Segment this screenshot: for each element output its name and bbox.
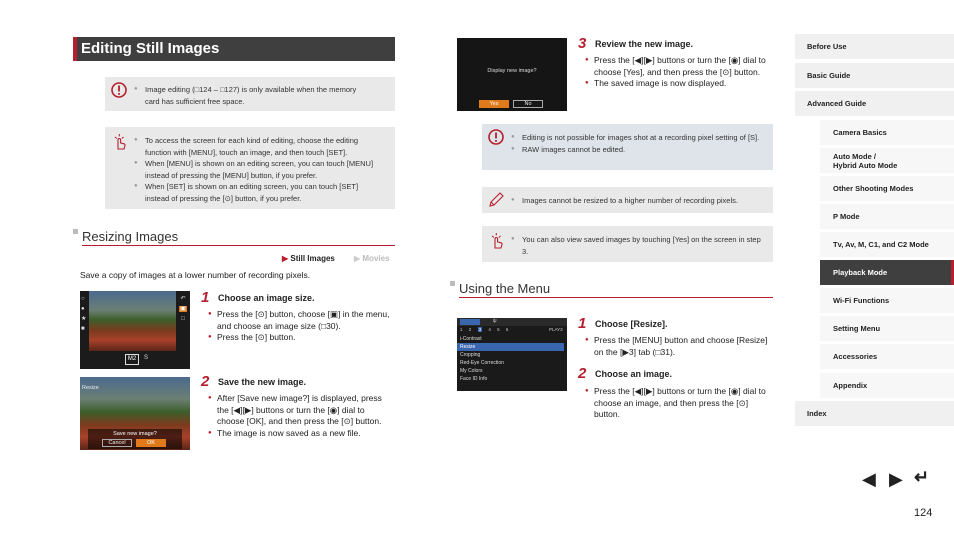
step-bullet: ● The image is now saved as a new file. bbox=[208, 428, 393, 440]
memo-text: ● Images cannot be resized to a higher number of recording pixels. bbox=[511, 195, 766, 207]
step-title: Save the new image. bbox=[218, 377, 307, 387]
menu-subtabs: 1 2 3 4 5 6 bbox=[460, 327, 509, 332]
step-bullet: ● After [Save new image?] is displayed, press the [◀][▶] buttons or turn the [◉] dial to choose [OK], and then press the [⊙] button. bbox=[208, 393, 393, 428]
sidebar-item[interactable]: Tv, Av, M, C1, and C2 Mode bbox=[820, 232, 954, 257]
menu-icons-right: ↶ ▣ □ bbox=[180, 296, 186, 322]
no-button[interactable]: No bbox=[513, 100, 543, 108]
sidebar-item[interactable]: Camera Basics bbox=[820, 120, 954, 145]
step-title: Review the new image. bbox=[595, 39, 694, 49]
caution-text: ● RAW images cannot be edited. bbox=[511, 144, 766, 156]
step-number: 1 bbox=[201, 289, 210, 306]
sidebar-item[interactable]: Basic Guide bbox=[795, 63, 954, 88]
ok-button[interactable]: OK bbox=[136, 439, 166, 447]
menu-tab-bar bbox=[457, 318, 567, 326]
sidebar-item[interactable]: Before Use bbox=[795, 34, 954, 59]
step-body bbox=[585, 386, 773, 421]
step-title: Choose [Resize]. bbox=[595, 319, 668, 329]
display-prompt: Display new image? bbox=[487, 68, 537, 74]
step-bullet: ● Press the [◀][▶] buttons or turn the [◉] dial to choose an image, and then press the [⊙] button. bbox=[585, 386, 773, 421]
step-bullet: ● The saved image is now displayed. bbox=[585, 78, 773, 90]
step-number: 1 bbox=[578, 315, 587, 332]
menu-item-list bbox=[460, 335, 564, 383]
resize-header: Resize bbox=[82, 385, 99, 391]
caution-text: ● Image editing (□124 – □127) is only available when the memory card has sufficient free space. bbox=[134, 84, 366, 107]
step-title: Choose an image size. bbox=[218, 293, 315, 303]
menu-item[interactable]: My Colors bbox=[460, 368, 483, 374]
section-heading-resizing bbox=[82, 229, 395, 246]
step-title: Choose an image. bbox=[595, 369, 673, 379]
sidebar-item[interactable]: Other Shooting Modes bbox=[820, 176, 954, 201]
step-number: 2 bbox=[578, 365, 587, 382]
wifi-tab-icon: ψ bbox=[493, 318, 497, 324]
menu-item[interactable]: Cropping bbox=[460, 352, 481, 358]
prev-page-button[interactable]: ◀ bbox=[862, 469, 876, 489]
sidebar-item[interactable]: Advanced Guide bbox=[795, 91, 954, 116]
sidebar-item[interactable]: P Mode bbox=[820, 204, 954, 229]
section-heading-using-menu bbox=[459, 281, 773, 298]
sidebar-item[interactable]: Appendix bbox=[820, 373, 954, 398]
caution-note bbox=[482, 124, 773, 170]
sidebar-item[interactable]: Setting Menu bbox=[820, 316, 954, 341]
step-body bbox=[585, 335, 773, 358]
step-body bbox=[208, 309, 393, 344]
size-option-s: S bbox=[144, 355, 149, 361]
play-tab-icon bbox=[460, 319, 480, 325]
mode-tag-still-images: ▶ Still Images bbox=[282, 254, 335, 263]
sidebar-item[interactable]: Index bbox=[795, 401, 954, 426]
tip-text: ● You can also view saved images by touching [Yes] on the screen in step 3. bbox=[511, 234, 766, 257]
caution-icon bbox=[488, 129, 504, 145]
page-title: Editing Still Images bbox=[73, 37, 395, 61]
sidebar-item[interactable]: Playback Mode bbox=[820, 260, 954, 285]
step-bullet: ● Press the [⊙] button. bbox=[208, 332, 393, 344]
menu-item[interactable]: Red-Eye Correction bbox=[460, 360, 504, 366]
camera-screen-display-prompt bbox=[457, 38, 567, 111]
section-title: Using the Menu bbox=[459, 281, 551, 296]
section-intro: Save a copy of images at a lower number of recording pixels. bbox=[80, 270, 311, 280]
step-number: 2 bbox=[201, 373, 210, 390]
tip-item: ● To access the screen for each kind of editing, choose the editing function with [MENU], touch an image, and then touch [SET]. bbox=[134, 135, 384, 158]
sidebar-item[interactable]: Accessories bbox=[820, 344, 954, 369]
caution-icon bbox=[111, 82, 127, 98]
dialog-prompt: Save new image? bbox=[113, 431, 157, 437]
tip-note bbox=[482, 226, 773, 262]
menu-item-selected[interactable]: Resize bbox=[457, 343, 564, 351]
menu-item[interactable]: i-Contrast bbox=[460, 336, 482, 342]
triangle-icon: ▶ bbox=[354, 254, 361, 263]
tip-item: ● When [SET] is shown on an editing screen, you can touch [SET] instead of pressing the [⊙] button, if you prefer. bbox=[134, 181, 384, 204]
camera-screen-save-prompt bbox=[80, 377, 190, 450]
size-option-highlight: M2 bbox=[125, 354, 139, 365]
sidebar-item[interactable]: Auto Mode / Hybrid Auto Mode bbox=[820, 148, 954, 173]
caution-text: ● Editing is not possible for images shot at a recording pixel setting of [S]. bbox=[511, 132, 766, 144]
cancel-button[interactable]: Cancel bbox=[102, 439, 132, 447]
step-bullet: ● Press the [⊙] button, choose [▣] in the menu, and choose an image size (□30). bbox=[208, 309, 393, 332]
yes-button[interactable]: Yes bbox=[479, 100, 509, 108]
camera-screen-size-select bbox=[80, 291, 190, 369]
step-number: 3 bbox=[578, 35, 587, 52]
step-body bbox=[585, 55, 773, 90]
step-bullet: ● Press the [◀][▶] buttons or turn the [◉] dial to choose [Yes], and then press the [⊙] button. bbox=[585, 55, 773, 78]
sidebar-item[interactable]: Wi-Fi Functions bbox=[820, 288, 954, 313]
camera-menu-screen bbox=[457, 318, 567, 391]
menu-tab-label: PLAY3 bbox=[549, 327, 563, 332]
section-title: Resizing Images bbox=[82, 229, 179, 244]
step-bullet: ● Press the [MENU] button and choose [Resize] on the [▶3] tab (□31). bbox=[585, 335, 773, 358]
step-body bbox=[208, 393, 393, 439]
menu-item[interactable]: Face ID Info bbox=[460, 376, 488, 382]
touch-hand-icon bbox=[489, 232, 505, 250]
memo-note bbox=[482, 187, 773, 213]
tips-note bbox=[105, 127, 395, 209]
tip-item: ● When [MENU] is shown on an editing screen, you can touch [MENU] instead of pressing the [MENU] button, if you prefer. bbox=[134, 158, 384, 181]
mode-tag-movies: ▶ Movies bbox=[354, 254, 390, 263]
pencil-icon bbox=[487, 191, 505, 209]
back-button[interactable]: ↵ bbox=[914, 467, 930, 487]
page-number: 124 bbox=[914, 507, 933, 519]
next-page-button[interactable]: ▶ bbox=[889, 469, 903, 489]
caution-note bbox=[105, 77, 395, 111]
menu-icons-left: ○ ● ★ ■ bbox=[81, 296, 87, 332]
triangle-icon: ▶ bbox=[282, 254, 289, 263]
touch-hand-icon bbox=[112, 133, 128, 151]
flower-field-image bbox=[89, 291, 176, 351]
